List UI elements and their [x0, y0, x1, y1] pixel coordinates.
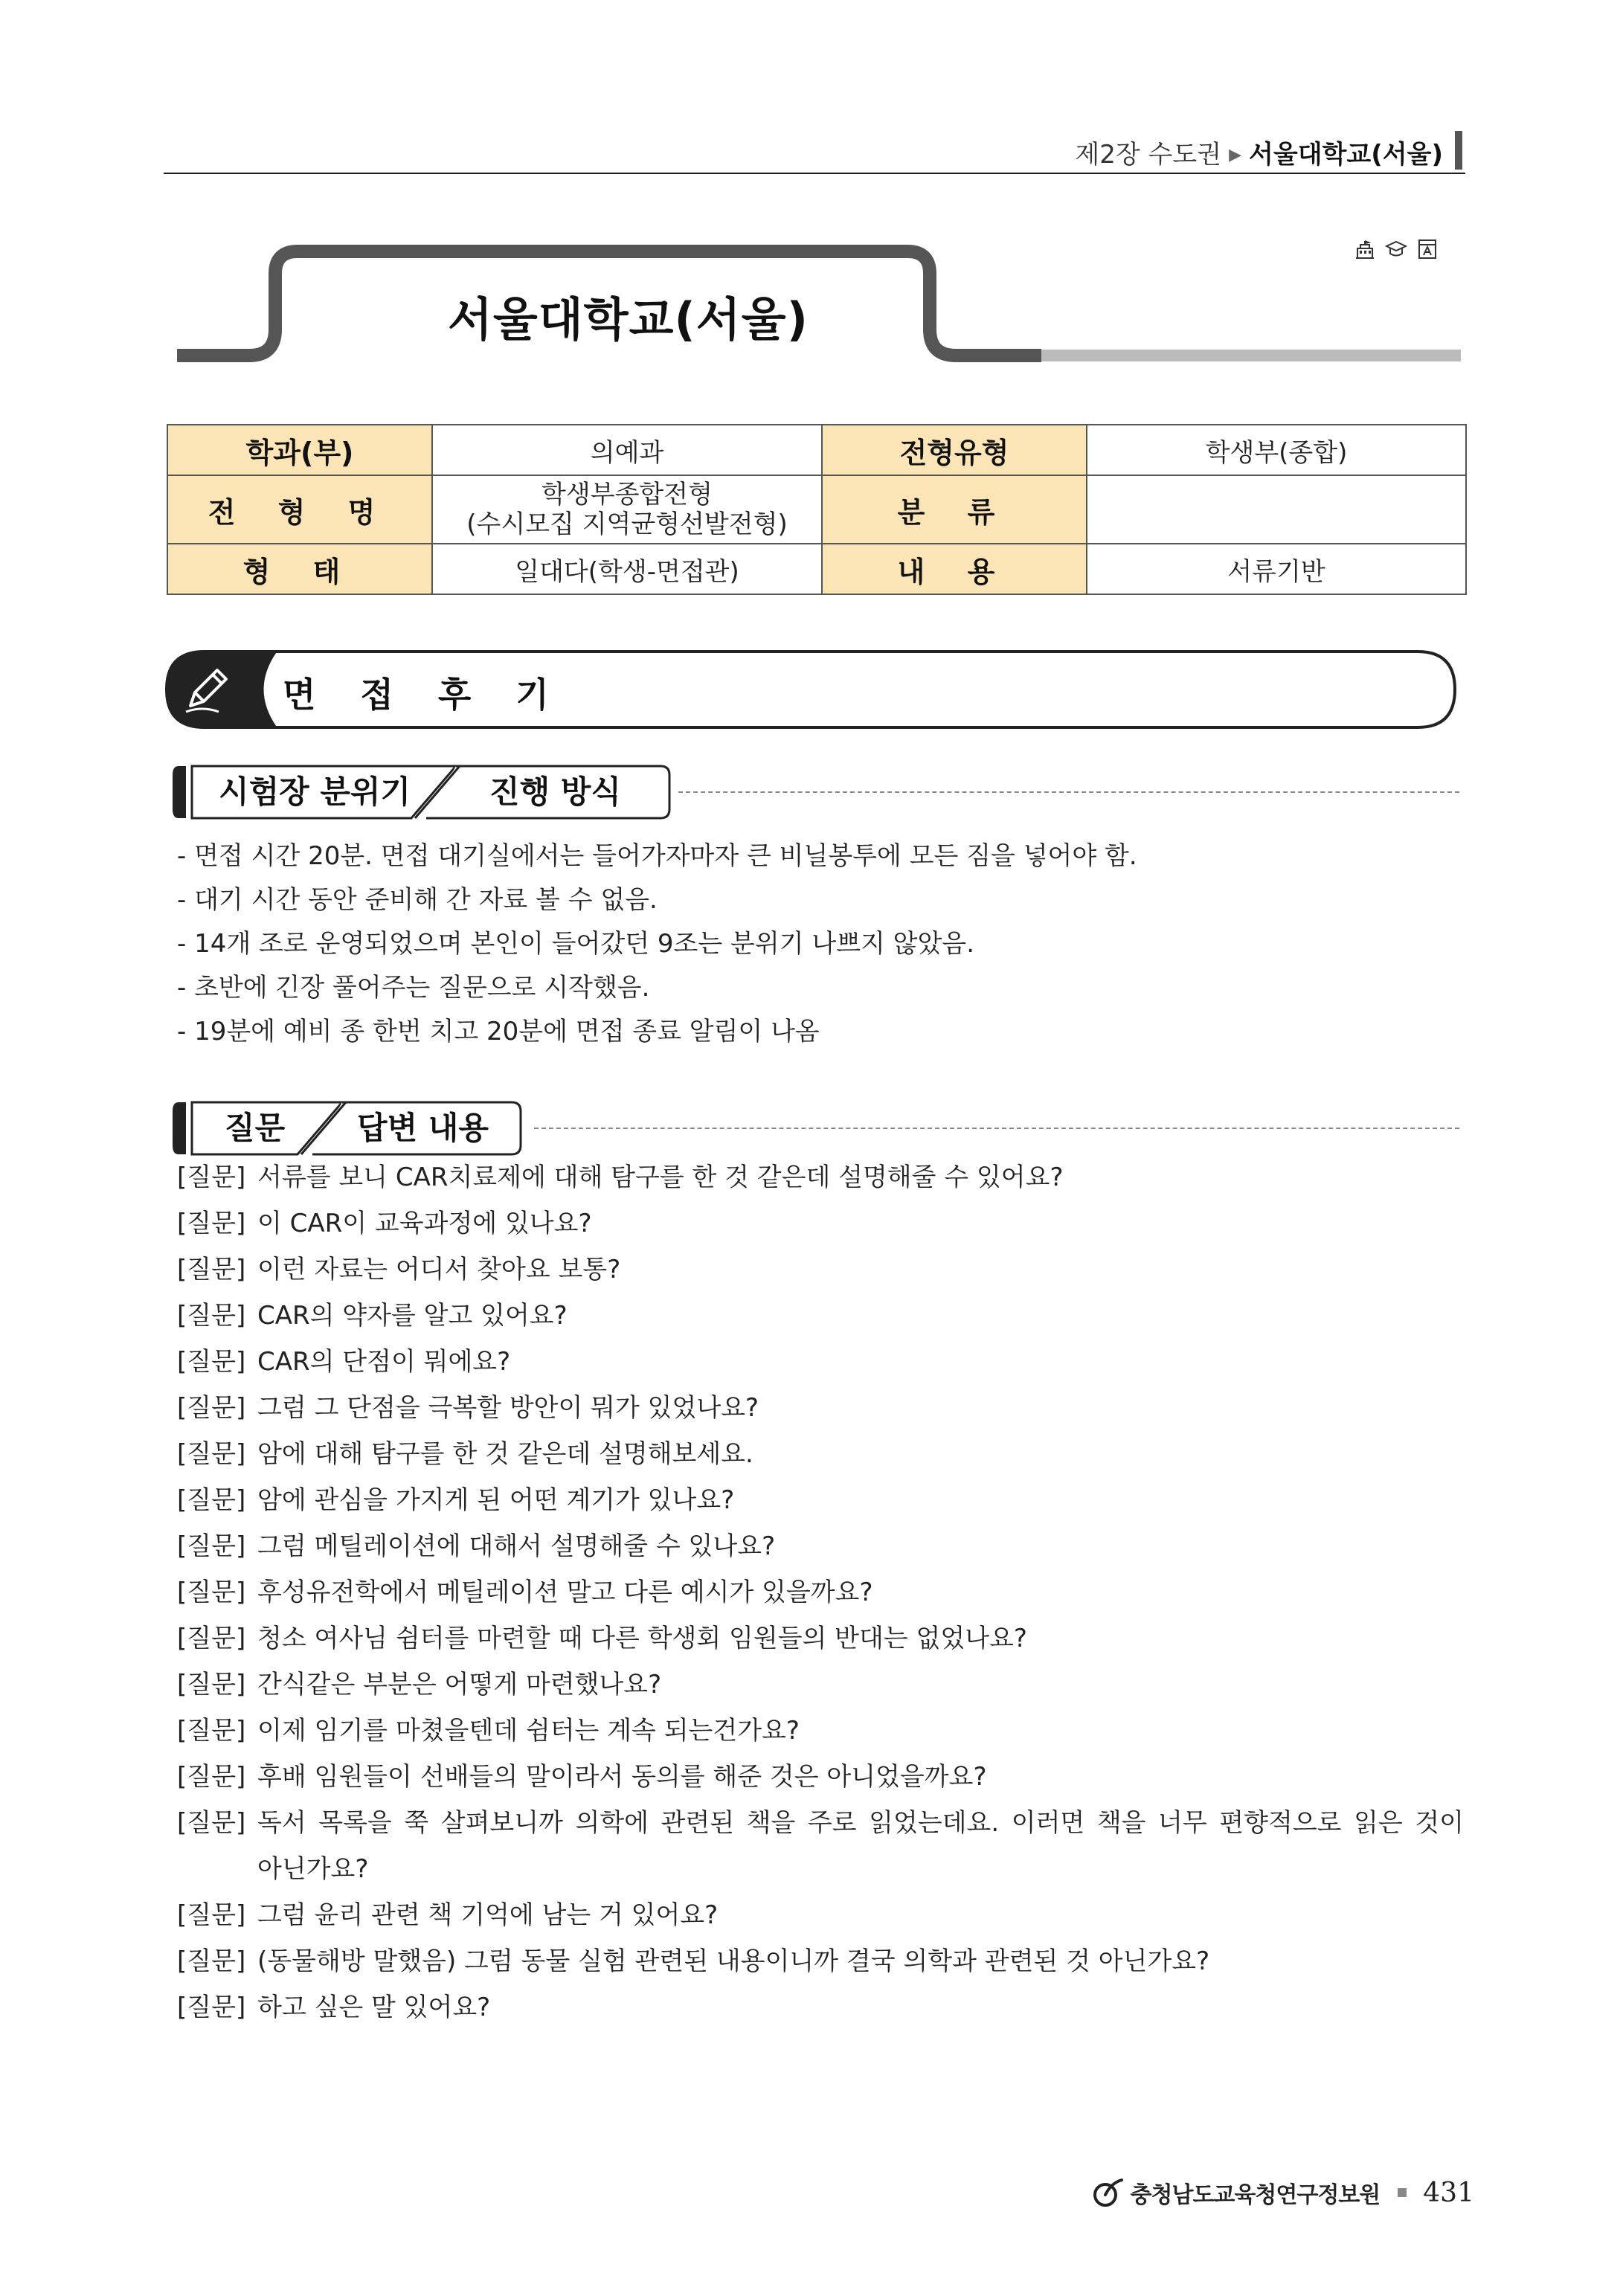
page-title: 서울대학교(서울)	[448, 292, 809, 347]
admission-value-line2: (수시모집 지역균형선발전형)	[466, 509, 788, 539]
question-text: 암에 관심을 가지게 된 어떤 계기가 있나요?	[257, 1485, 735, 1515]
question-text: CAR의 약자를 알고 있어요?	[257, 1301, 568, 1331]
list-item	[177, 1477, 1464, 1523]
category-label: 분 류	[822, 475, 1087, 544]
content-label: 내 용	[822, 544, 1087, 594]
atmosphere-tag: 시험장 분위기	[219, 774, 411, 810]
list-item	[177, 1754, 1464, 1800]
question-text: 이런 자료는 어디서 찾아요 보통?	[257, 1255, 621, 1284]
list-item: - 19분에 예비 종 한번 치고 20분에 면접 종료 알림이 나옴	[177, 1017, 820, 1046]
admission-info-table	[167, 424, 1467, 595]
question-text: 하고 싶은 말 있어요?	[257, 1993, 491, 2022]
format-value: 일대다(학생-면접관)	[432, 544, 822, 594]
list-item: - 대기 시간 동안 준비해 간 자료 볼 수 없음.	[177, 885, 658, 915]
atmosphere-list	[177, 835, 1456, 1054]
list-item	[177, 1984, 1464, 2030]
school-building-icon	[1354, 238, 1376, 260]
list-item	[177, 1154, 1464, 1200]
question-label: [질문]	[177, 1578, 246, 1607]
admission-label: 전 형 명	[167, 475, 432, 544]
header-school-name: 서울대학교(서울)	[1249, 140, 1443, 170]
table-row	[167, 425, 1466, 475]
question-text: CAR의 단점이 뭐에요?	[257, 1347, 511, 1377]
section-divider	[678, 791, 1459, 793]
question-label: [질문]	[177, 1946, 246, 1976]
question-text: 청소 여사님 쉼터를 마련할 때 다른 학생회 임원들의 반대는 없었나요?	[257, 1624, 1027, 1653]
list-item	[177, 1800, 1464, 1892]
question-tag: 질문	[225, 1110, 286, 1146]
question-label: [질문]	[177, 1209, 246, 1238]
question-list	[177, 1154, 1464, 2030]
question-label: [질문]	[177, 1393, 246, 1423]
header-bar	[1455, 131, 1462, 170]
question-label: [질문]	[177, 1808, 246, 1838]
question-label: [질문]	[177, 1762, 246, 1792]
question-label: [질문]	[177, 1900, 246, 1930]
list-item	[177, 1247, 1464, 1293]
page-number: 431	[1423, 2177, 1474, 2208]
qa-section-heading	[170, 1096, 1464, 1159]
list-item	[177, 1385, 1464, 1431]
list-item: - 초반에 긴장 풀어주는 질문으로 시작했음.	[177, 973, 650, 1003]
question-text: 후성유전학에서 메틸레이션 말고 다른 예시가 있을까요?	[257, 1578, 873, 1607]
list-item	[177, 1569, 1464, 1615]
list-item	[177, 1662, 1464, 1708]
table-row	[167, 544, 1466, 594]
question-label: [질문]	[177, 1485, 246, 1515]
list-item	[177, 1615, 1464, 1662]
chapter-label: 제2장 수도권	[1075, 140, 1222, 170]
question-label: [질문]	[177, 1670, 246, 1700]
dept-value: 의예과	[432, 425, 822, 475]
header-rule	[164, 173, 1465, 174]
question-label: [질문]	[177, 1716, 246, 1746]
question-label: [질문]	[177, 1624, 246, 1653]
list-item: - 면접 시간 20분. 면접 대기실에서는 들어가자마자 큰 비닐봉투에 모든 짐을 넣어야 함.	[177, 841, 1137, 871]
title-banner-frame	[171, 238, 1465, 372]
content-value: 서류기반	[1087, 544, 1466, 594]
category-value	[1087, 475, 1466, 544]
admission-value-line1: 학생부종합전형	[541, 480, 713, 509]
question-text: (동물해방 말했음) 그럼 동물 실험 관련된 내용이니까 결국 의학과 관련된 것 아닌가요?	[257, 1946, 1210, 1976]
list-item	[177, 1431, 1464, 1477]
type-value: 학생부(종합)	[1087, 425, 1466, 475]
page-footer	[1090, 2170, 1474, 2215]
institute-logo-icon	[1090, 2176, 1125, 2210]
title-banner	[171, 238, 1465, 372]
list-item	[177, 1938, 1464, 1984]
question-text: 그럼 그 단점을 극복할 방안이 뭐가 있었나요?	[257, 1393, 759, 1423]
procedure-tag: 진행 방식	[489, 774, 621, 810]
table-row	[167, 475, 1466, 544]
question-text: 후배 임원들이 선배들의 말이라서 동의를 해준 것은 아니었을까요?	[257, 1762, 987, 1792]
graduation-cap-icon	[1385, 238, 1407, 260]
question-text: 서류를 보니 CAR치료제에 대해 탐구를 한 것 같은데 설명해줄 수 있어요?	[257, 1163, 1064, 1192]
question-label: [질문]	[177, 1439, 246, 1469]
footer-separator	[1398, 2188, 1407, 2197]
list-item: - 14개 조로 운영되었으며 본인이 들어갔던 9조는 분위기 나쁘지 않았음.	[177, 929, 975, 959]
question-label: [질문]	[177, 1531, 246, 1561]
list-item	[177, 1523, 1464, 1569]
question-text: 간식같은 부분은 어떻게 마련했나요?	[257, 1670, 662, 1700]
dept-label: 학과(부)	[167, 425, 432, 475]
atmosphere-section-heading	[170, 760, 1464, 823]
pencil-icon	[180, 660, 240, 719]
list-item	[177, 1293, 1464, 1339]
review-title: 면 접 후 기	[283, 675, 565, 715]
list-item	[177, 1200, 1464, 1247]
question-label: [질문]	[177, 1347, 246, 1377]
question-text: 그럼 윤리 관련 책 기억에 남는 거 있어요?	[257, 1900, 719, 1930]
admission-value	[432, 475, 822, 544]
question-text: 그럼 메틸레이션에 대해서 설명해줄 수 있나요?	[257, 1531, 776, 1561]
list-item	[177, 1339, 1464, 1385]
format-label: 형 태	[167, 544, 432, 594]
institute-name: 충청남도교육청연구정보원	[1130, 2182, 1381, 2208]
question-text: 암에 대해 탐구를 한 것 같은데 설명해보세요.	[257, 1439, 753, 1469]
type-label: 전형유형	[822, 425, 1087, 475]
question-label: [질문]	[177, 1301, 246, 1331]
list-item	[177, 1892, 1464, 1938]
answer-tag: 답변 내용	[357, 1110, 489, 1146]
list-item	[177, 1708, 1464, 1754]
interview-review-heading	[164, 649, 1458, 730]
question-label: [질문]	[177, 1993, 246, 2022]
section-divider	[534, 1128, 1459, 1129]
breadcrumb-arrow-icon: ▶	[1229, 146, 1241, 164]
question-text: 독서 목록을 쭉 살펴보니까 의학에 관련된 책을 주로 읽었는데요. 이러면 책을 너무 편향적으로 읽은 것이 아닌가요?	[257, 1808, 1464, 1884]
question-label: [질문]	[177, 1255, 246, 1284]
question-text: 이 CAR이 교육과정에 있나요?	[257, 1209, 592, 1238]
question-text: 이제 임기를 마쳤을텐데 쉼터는 계속 되는건가요?	[257, 1716, 800, 1746]
grade-card-icon	[1416, 238, 1439, 260]
question-label: [질문]	[177, 1163, 246, 1192]
running-header	[164, 131, 1465, 174]
